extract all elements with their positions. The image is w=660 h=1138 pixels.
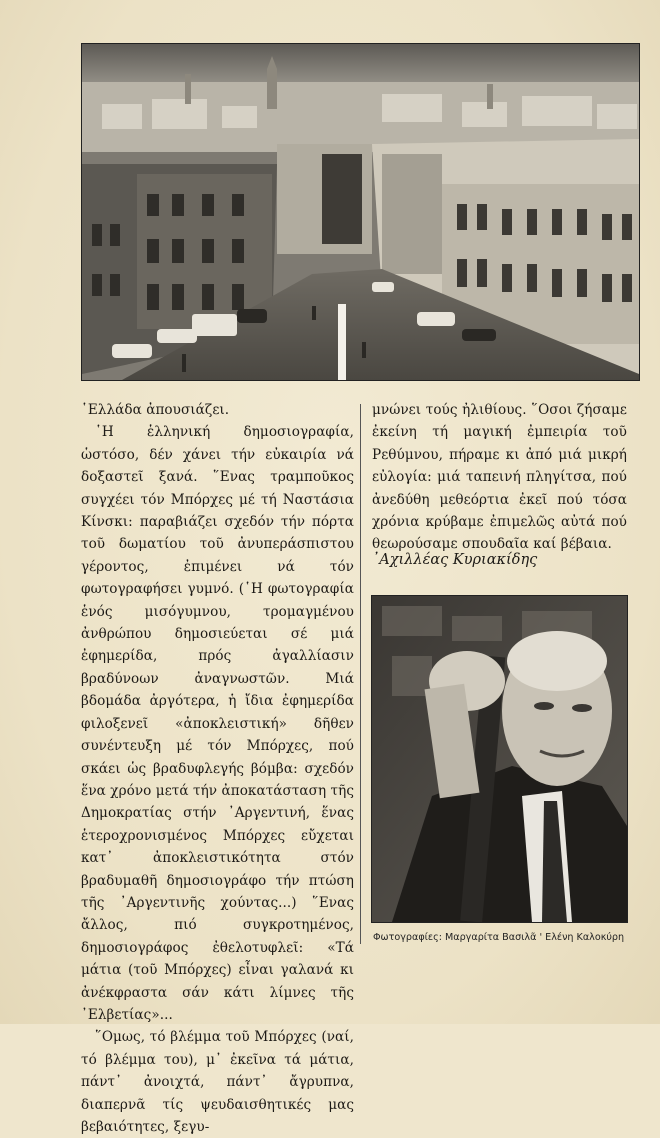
- paragraph-1: ῾Ελλάδα ἀπουσιάζει.: [81, 402, 230, 418]
- city-street-image: [82, 44, 639, 380]
- paragraph-3: ῞Ομως, τό βλέμμα τοῦ Μπόρχες (ναί, τό βλέμμα του), μ᾿ ἐκεῖνα τά μάτια, πάντ᾿ ἀνοιχτά, πάντ᾿ ἄγρυπνα, διαπερνᾶ τίς ψευδαισθητικές μας βεβαιότητες, ξεγυ-: [81, 1029, 354, 1135]
- right-text-column: [372, 399, 627, 556]
- left-text-column: [81, 399, 354, 1138]
- column-divider: [360, 404, 361, 944]
- city-street-photo: [81, 43, 640, 381]
- borges-portrait-photo: [371, 595, 628, 923]
- paragraph-2: ῾Η ἑλληνική δημοσιογραφία, ὡστόσο, δέν χάνει τήν εὐκαιρία νά δοξαστεῖ ξανά. ῞Ενας τραμποῦκος συγχέει τόν Μπόρχες μέ τή Ναστάσια Κίνσκι: παραβιάζει σχεδόν τήν πόρτα τοῦ δωματίου τοῦ ἀνυπεράσπιστου γέροντος, ἐπιμένει νά τόν φωτογραφήσει γυμνό. (῾Η φωτογραφία ἑνός μισόγυμνου, τρομαγμένου ἀνθρώπου δημοσιεύεται σέ μιά ἐφημερίδα, πρός ἀγαλλίασιν βραδύνοων ἀναγνωστῶν. Μιά βδομάδα ἀργότερα, ἡ ἴδια ἐφημερίδα φιλοξενεῖ «ἀποκλειστική» δῆθεν συνέντευξη μέ τόν Μπόρχες, πού σκάει ὡς βραδυφλεγής βόμβα: σχεδόν ἕνα χρόνο μετά τήν ἀποκατάσταση τῆς Δημοκρατίας στήν ᾿Αργεντινή, ἕνας ἑτεροχρονισμένος Μπόρχες εὔχεται κατ᾿ ἀποκλειστικότητα στόν βραδυμαθῆ δημοσιογράφο τήν πτώση τῆς ᾿Αργεντινῆς χούντας...) ῞Ενας ἄλλος, πιό συγκροτημένος, δημοσιογράφος ἐθελοτυφλεῖ: «Τά μάτια (τοῦ Μπόρχες) εἶναι γαλανά κι ἀνέκφραστα σάν κάτι λίμνες τῆς ᾿Ελβετίας»...: [81, 424, 354, 1023]
- author-signature: ᾿Αχιλλέας Κυριακίδης: [372, 552, 538, 568]
- paragraph-continued: μνώνει τούς ἠλιθίους. ῞Οσοι ζήσαμε ἐκείνη τή μαγική ἐμπειρία τοῦ Ρεθύμνου, πήραμε κι ἀπό μιά μικρή εὐλογία: μιά ταπεινή πληγίτσα, πού ἀνεδύθη μεθεόρτια ἐκεῖ πού τόσα χρόνια κρύβαμε ἐπιμελῶς αὐτά πού θεωρούσαμε σπουδαῖα καί βέβαια.: [372, 402, 627, 553]
- photo-credits-caption: Φωτογραφίες: Μαργαρίτα Βασιλᾶ ' Ελένη Καλοκύρη: [373, 932, 625, 943]
- portrait-image: [372, 596, 627, 922]
